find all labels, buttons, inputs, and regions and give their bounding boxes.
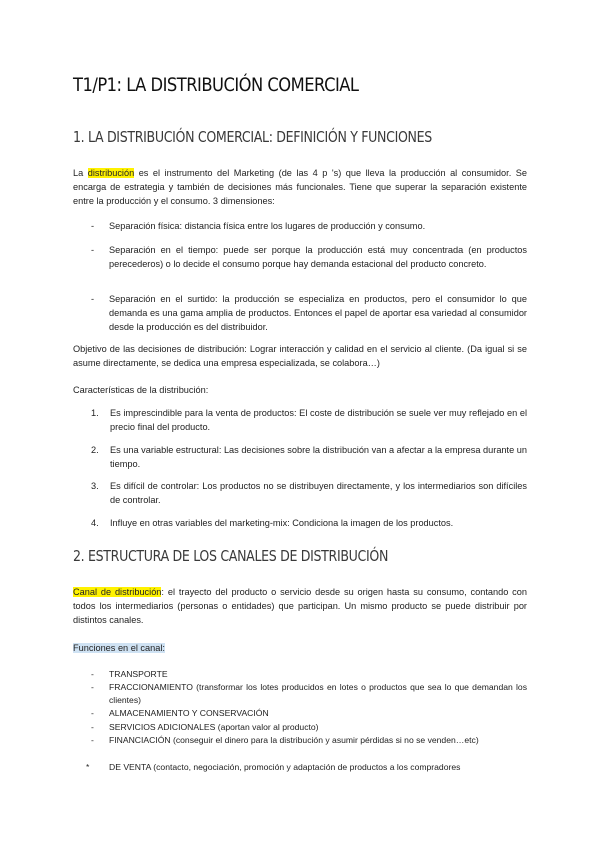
- list-item: [91, 681, 527, 707]
- list-marker: -: [91, 669, 94, 679]
- list-marker: -: [91, 735, 94, 745]
- list-item: [91, 479, 527, 507]
- list-text: SERVICIOS ADICIONALES (aportan valor al producto): [109, 722, 319, 732]
- list-text: FRACCIONAMIENTO (transformar los lotes producidos en lotes o productos que sea lo que demandan los clientes): [109, 682, 527, 705]
- list-marker: -: [91, 245, 95, 255]
- list-marker: 2.: [91, 445, 99, 455]
- list-marker: *: [86, 762, 90, 772]
- characteristics-label: Características de la distribución:: [73, 385, 209, 395]
- list-item: [91, 406, 527, 434]
- canal-paragraph: [73, 585, 527, 627]
- highlight-canal: Canal de distribución: [73, 587, 162, 597]
- list-item: [91, 668, 527, 681]
- section-2-heading: 2. ESTRUCTURA DE LOS CANALES DE DISTRIBUCIÓN: [73, 547, 389, 565]
- list-text: Es imprescindible para la venta de productos: El coste de distribución se suele ver muy reflejado en el precio final del producto.: [110, 408, 527, 432]
- intro-post: es el instrumento del Marketing (de las 4 p 's) que lleva la producción al consumidor. Se encarga de estrategia y también de decisiones más funcionales. Tiene que superar la separación existente entre la producción y el consumo. 3 dimensiones:: [73, 168, 527, 206]
- list-item: [91, 721, 527, 734]
- list-marker: -: [91, 682, 94, 692]
- list-text: Es una variable estructural: Las decisiones sobre la distribución van a afectar a la empresa durante un tiempo.: [110, 445, 527, 469]
- objective-paragraph: Objetivo de las decisiones de distribución: Lograr interacción y calidad en el servicio al cliente. (Da igual si se asume directamente, se dedica una empresa especializada, se colabora…): [73, 344, 527, 368]
- list-marker: 3.: [91, 481, 99, 491]
- list-marker: -: [91, 708, 94, 718]
- list-text: Separación en el surtido: la producción se especializa en productos, pero el consumidor lo que demanda es una gama amplia de productos. Entonces el papel de aportar esa variedad al consumidor desde la producción es del distribuidor.: [109, 294, 527, 332]
- list-text: ALMACENAMIENTO Y CONSERVACIÓN: [109, 708, 269, 718]
- list-item: [91, 243, 527, 271]
- list-marker: -: [91, 722, 94, 732]
- list-text: Influye en otras variables del marketing-mix: Condiciona la imagen de los productos.: [110, 518, 454, 528]
- list-marker: -: [91, 221, 95, 231]
- list-text: Separación en el tiempo: puede ser porque la producción está muy concentrada (en productos perecederos) o lo decide el consumo porque hay demanda estacional del producto concreto.: [109, 245, 527, 269]
- list-marker: 4.: [91, 518, 99, 528]
- list-marker: 1.: [91, 408, 99, 418]
- list-item: [91, 734, 527, 747]
- functions-label: Funciones en el canal:: [73, 643, 165, 653]
- functions-label-line: [73, 641, 527, 655]
- list-item: [91, 516, 527, 530]
- intro-paragraph: [73, 166, 527, 208]
- list-item: [91, 219, 527, 233]
- list-text: DE VENTA (contacto, negociación, promoción y adaptación de productos a los compradores: [109, 762, 461, 772]
- list-item: [91, 443, 527, 471]
- list-text: Es difícil de controlar: Los productos no se distribuyen directamente, y los intermediarios son difíciles de controlar.: [110, 481, 527, 505]
- highlight-distribucion: distribución: [87, 168, 135, 178]
- page-title: T1/P1: LA DISTRIBUCIÓN COMERCIAL: [73, 74, 359, 96]
- intro-pre: La: [73, 168, 88, 178]
- list-text: TRANSPORTE: [109, 669, 168, 679]
- canal-post: : el trayecto del producto o servicio desde su origen hasta su consumo, contando con todos los intermediarios (personas o entidades) que participan. Un mismo producto se puede distribuir por distintos canales.: [73, 587, 527, 625]
- list-item: [86, 761, 522, 774]
- list-item: [91, 707, 527, 720]
- list-item: [91, 292, 527, 334]
- list-marker: -: [91, 294, 95, 304]
- list-text: FINANCIACIÓN (conseguir el dinero para la distribución y asumir pérdidas si no se venden…etc): [109, 735, 479, 745]
- section-1-heading: 1. LA DISTRIBUCIÓN COMERCIAL: DEFINICIÓN Y FUNCIONES: [73, 128, 432, 146]
- list-text: Separación física: distancia física entre los lugares de producción y consumo.: [109, 221, 426, 231]
